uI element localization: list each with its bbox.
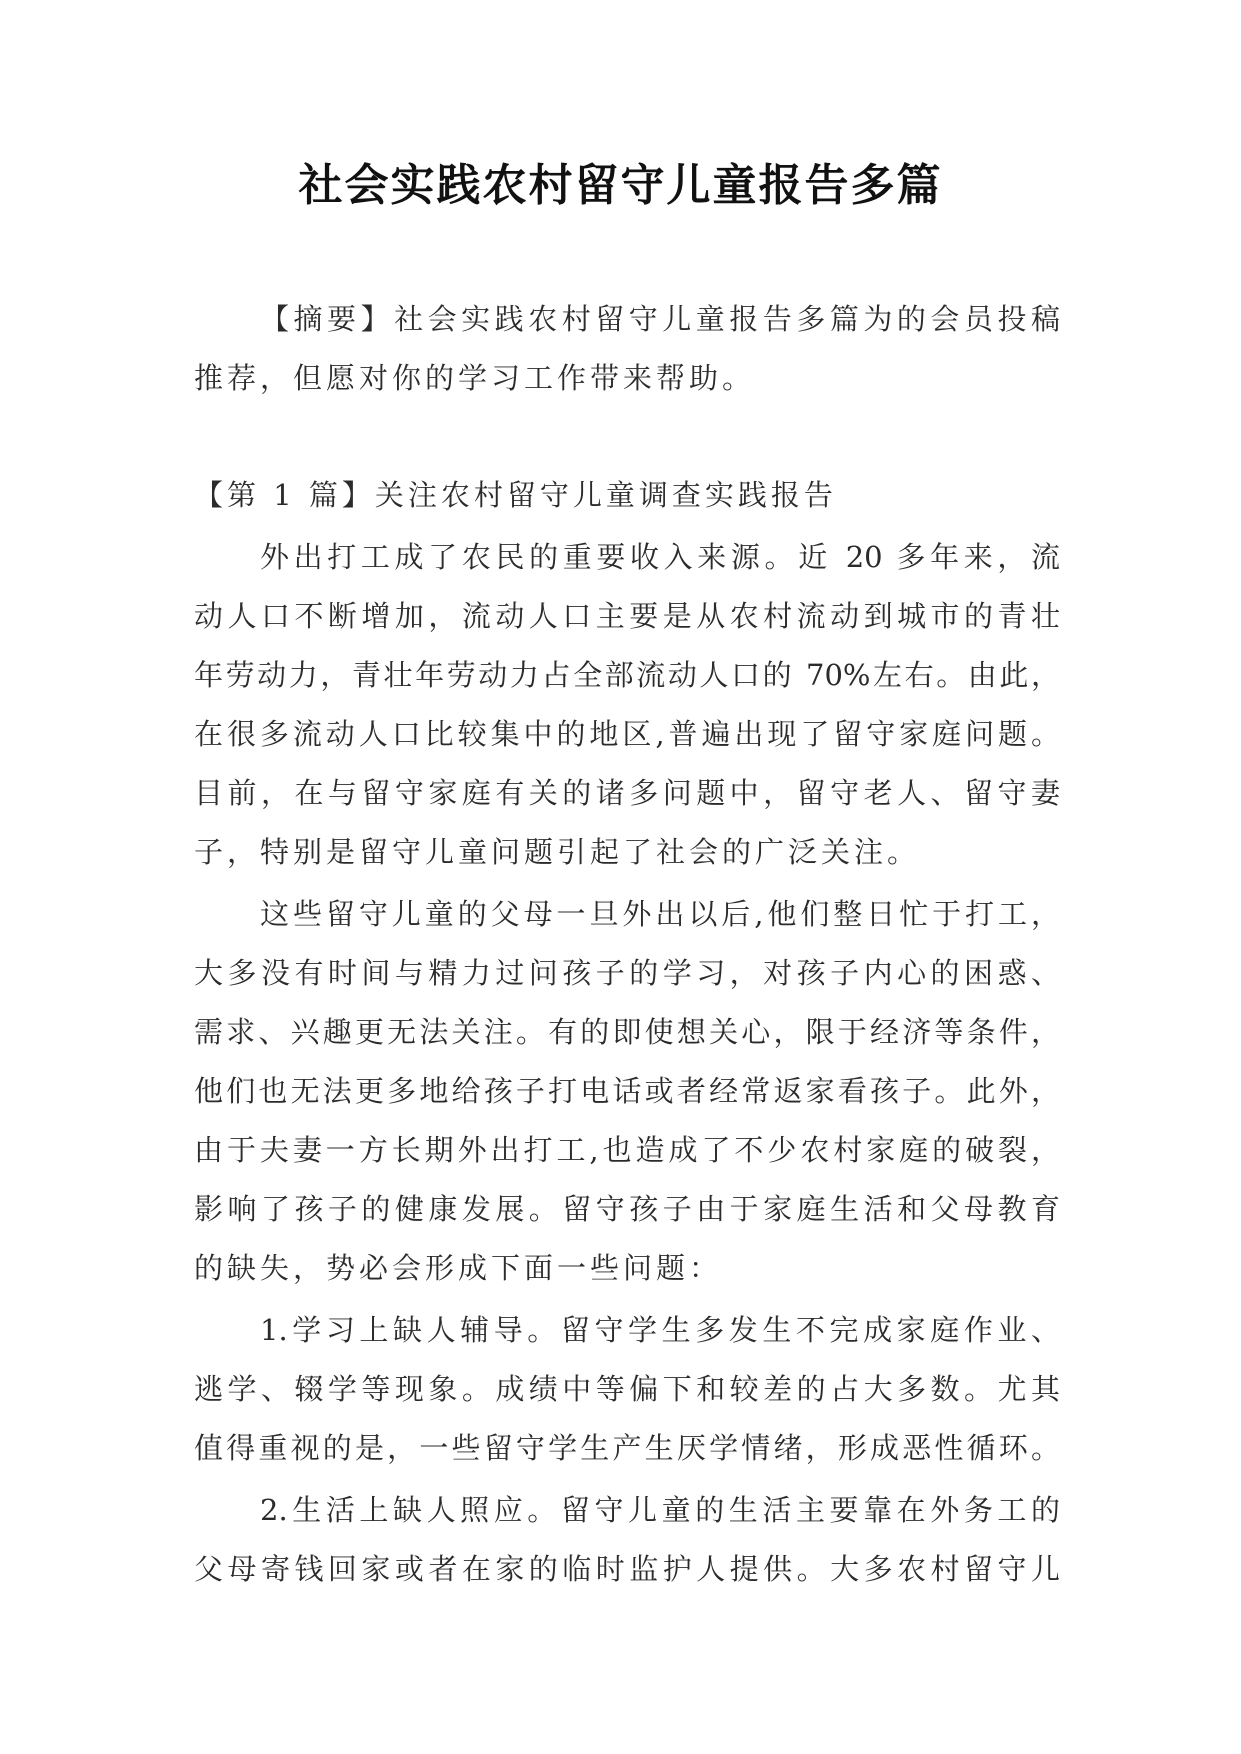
paragraph-line: 这些留守儿童的父母一旦外出以后,他们整日忙于打工，: [260, 897, 1060, 931]
paragraph-line: 2.生活上缺人照应。留守儿童的生活主要靠在外务工的: [260, 1493, 1060, 1527]
paragraph-line: 影响了孩子的健康发展。留守孩子由于家庭生活和父母教育: [194, 1192, 1060, 1226]
paragraph-line: 动人口不断增加，流动人口主要是从农村流动到城市的青壮: [194, 599, 1060, 633]
document-title: 社会实践农村留守儿童报告多篇: [298, 160, 943, 211]
paragraph-line: 需求、兴趣更无法关注。有的即使想关心，限于经济等条件，: [194, 1015, 1060, 1049]
paragraph-line: 年劳动力，青壮年劳动力占全部流动人口的 70%左右。由此，: [194, 658, 1060, 692]
paragraph-line: 外出打工成了农民的重要收入来源。近 20 多年来，流: [260, 540, 1060, 574]
paragraph-line: 逃学、辍学等现象。成绩中等偏下和较差的占大多数。尤其: [194, 1372, 1060, 1406]
paragraph-line: 父母寄钱回家或者在家的临时监护人提供。大多农村留守儿: [194, 1552, 1060, 1586]
paragraph-line: 值得重视的是，一些留守学生产生厌学情绪，形成恶性循环。: [194, 1431, 1060, 1465]
paragraph-line: 大多没有时间与精力过问孩子的学习，对孩子内心的困惑、: [194, 956, 1060, 990]
document-body: [194, 290, 1060, 1599]
body-paragraph: [194, 885, 1060, 1298]
paragraph-line: 子，特别是留守儿童问题引起了社会的广泛关注。: [194, 835, 921, 869]
paragraph-line: 的缺失，势必会形成下面一些问题：: [194, 1251, 723, 1285]
paragraph-line: 1.学习上缺人辅导。留守学生多发生不完成家庭作业、: [260, 1313, 1060, 1347]
paragraph-line: 由于夫妻一方长期外出打工,也造成了不少农村家庭的破裂，: [194, 1133, 1060, 1167]
paragraph-line: 在很多流动人口比较集中的地区,普遍出现了留守家庭问题。: [194, 717, 1060, 751]
body-paragraph: [194, 1301, 1060, 1478]
body-paragraph: [194, 528, 1060, 882]
abstract-paragraph: [194, 290, 1060, 408]
paragraph-line: 他们也无法更多地给孩子打电话或者经常返家看孩子。此外，: [194, 1074, 1060, 1108]
paragraph-line: 目前，在与留守家庭有关的诸多问题中，留守老人、留守妻: [194, 776, 1060, 810]
section-heading: 【第 1 篇】关注农村留守儿童调查实践报告: [194, 478, 837, 512]
abstract-line: 推荐，但愿对你的学习工作带来帮助。: [194, 361, 756, 395]
abstract-line: 【摘要】社会实践农村留守儿童报告多篇为的会员投稿: [260, 302, 1060, 336]
body-paragraph: [194, 1481, 1060, 1599]
